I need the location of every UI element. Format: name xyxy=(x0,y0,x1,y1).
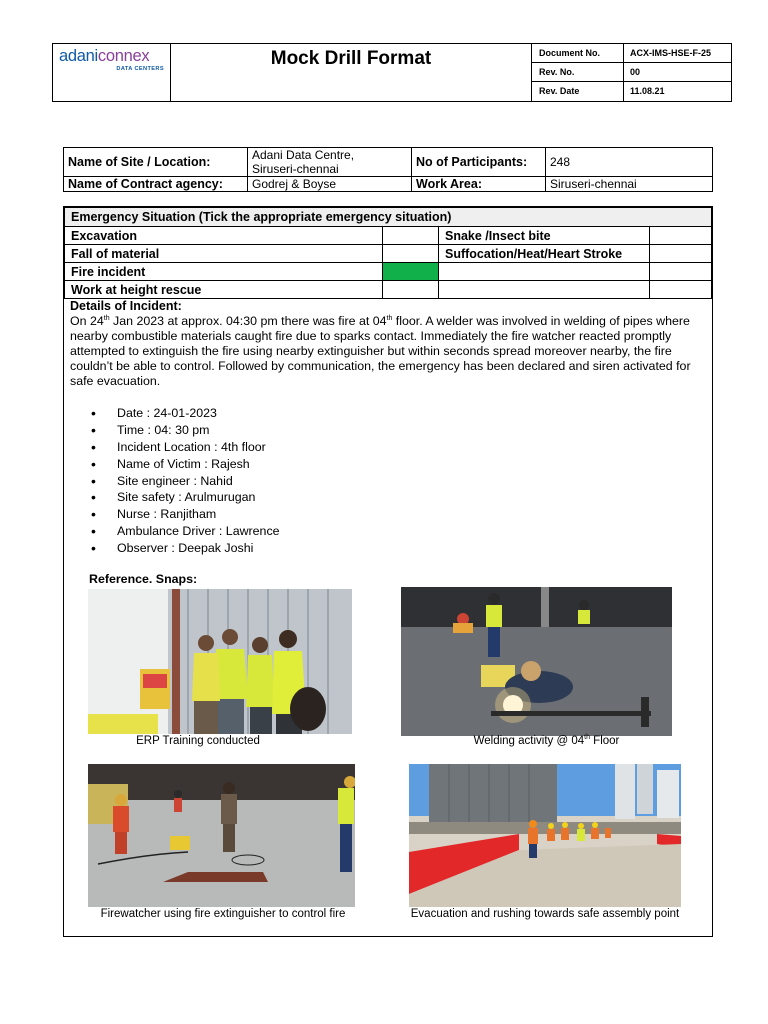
situation-label: Suffocation/Heat/Heart Stroke xyxy=(439,245,650,263)
tick-box xyxy=(650,281,712,299)
list-item: • Ambulance Driver : Lawrence xyxy=(87,523,280,540)
welding-activity-photo xyxy=(401,587,672,736)
tick-box xyxy=(650,227,712,245)
document-title: Mock Drill Format xyxy=(171,44,532,101)
tick-box xyxy=(383,281,439,299)
company-logo: adaniconnex DATA CENTERS xyxy=(53,44,171,101)
situation-label: Excavation xyxy=(65,227,383,245)
tick-box xyxy=(383,245,439,263)
logo-subtitle: DATA CENTERS xyxy=(116,66,164,72)
work-area-label: Work Area: xyxy=(412,177,546,192)
photo-caption: Welding activity @ 04th Floor xyxy=(473,734,620,747)
erp-training-photo xyxy=(88,589,352,734)
work-area-value: Siruseri-chennai xyxy=(546,177,713,192)
details-heading: Details of Incident: xyxy=(70,299,182,313)
agency-value: Godrej & Boyse xyxy=(248,177,412,192)
meta-row: Rev. Date 11.08.21 xyxy=(532,82,731,101)
photo-caption: Firewatcher using fire extinguisher to control fire xyxy=(100,908,346,920)
photo-caption: ERP Training conducted xyxy=(136,735,260,747)
list-item: • Site safety : Arulmurugan xyxy=(87,489,280,506)
meta-row: Rev. No. 00 xyxy=(532,63,731,82)
photo-caption: Evacuation and rushing towards safe assembly point xyxy=(410,908,680,920)
firewatcher-photo xyxy=(88,764,355,907)
emergency-table xyxy=(64,207,712,299)
site-name-value: Adani Data Centre, Siruseri-chennai xyxy=(248,148,412,177)
tick-box xyxy=(650,245,712,263)
document-meta xyxy=(532,44,731,101)
participants-label: No of Participants: xyxy=(412,148,546,177)
tick-box xyxy=(383,227,439,245)
incident-details xyxy=(70,299,708,389)
list-item: • Incident Location : 4th floor xyxy=(87,439,280,456)
document-header xyxy=(52,43,732,102)
site-info-table xyxy=(63,147,713,192)
list-item: • Date : 24-01-2023 xyxy=(87,405,280,422)
list-item: • Time : 04: 30 pm xyxy=(87,422,280,439)
tick-box xyxy=(650,263,712,281)
emergency-section xyxy=(63,206,713,937)
reference-heading: Reference. Snaps: xyxy=(89,572,198,586)
tick-box-selected xyxy=(383,263,439,281)
site-name-label: Name of Site / Location: xyxy=(64,148,248,177)
meta-row: Document No. ACX-IMS-HSE-F-25 xyxy=(532,44,731,63)
situation-label: Snake /Insect bite xyxy=(439,227,650,245)
list-item: • Site engineer : Nahid xyxy=(87,473,280,490)
situation-label xyxy=(439,263,650,281)
situation-label: Fall of material xyxy=(65,245,383,263)
evacuation-photo xyxy=(409,764,681,907)
situation-label: Fire incident xyxy=(65,263,383,281)
incident-facts-list xyxy=(87,405,280,557)
list-item: • Observer : Deepak Joshi xyxy=(87,540,280,557)
emergency-heading: Emergency Situation (Tick the appropriate emergency situation) xyxy=(65,208,712,227)
list-item: • Nurse : Ranjitham xyxy=(87,506,280,523)
list-item: • Name of Victim : Rajesh xyxy=(87,456,280,473)
situation-label xyxy=(439,281,650,299)
agency-label: Name of Contract agency: xyxy=(64,177,248,192)
situation-label: Work at height rescue xyxy=(65,281,383,299)
incident-description: On 24th Jan 2023 at approx. 04:30 pm there was fire at 04th floor. A welder was involved in welding of pipes where nearby combustible materials caught fire due to sparks contact. Immediately the fire watcher reacted promptly attempted to extinguish the fire using nearby extinguisher but within seconds spread moreover nearby, the fire couldn’t be able to control. Followed by communication, the emergency has been declared and siren activated for safe evacuation. xyxy=(70,314,691,388)
participants-value: 248 xyxy=(546,148,713,177)
